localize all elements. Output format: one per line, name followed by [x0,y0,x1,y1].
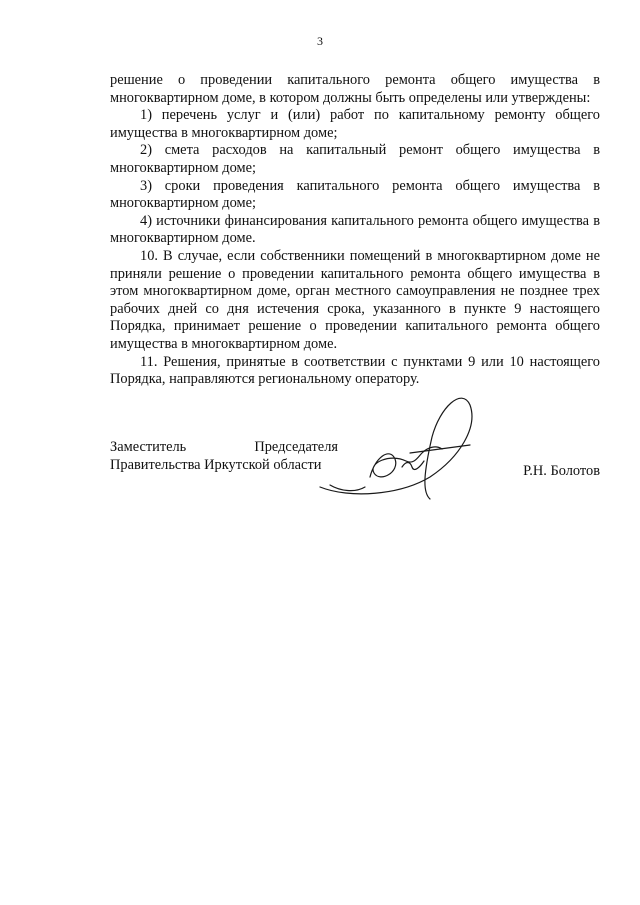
handwritten-signature [310,387,490,517]
page-number: 3 [317,34,323,48]
list-item: 4) источники финансирования капитального ремонта общего имущества в многоквартирном доме. [110,212,600,247]
list-item: 1) перечень услуг и (или) работ по капитальному ремонту общего имущества в многоквартирном доме; [110,107,600,141]
signature-block [110,439,600,509]
document-body [110,72,600,389]
signatory-title [110,439,338,457]
list-item: 3) сроки проведения капитального ремонта общего имущества в многоквартирном доме; [110,177,600,212]
signatory-name: Р.Н. Болотов [523,463,600,479]
list-item: 2) смета расходов на капитальный ремонт общего имущества в многоквартирном доме; [110,142,600,176]
paragraph: 10. В случае, если собственники помещений в многоквартирном доме не приняли решение о проведении капитального ремонта общего имущества в этом многоквартирном доме, орган местного самоуправления не позднее трех рабочих дней со дня истечения срока, указанного в пункте 9 настоящего Порядка, принимает решение о проведении капитального ремонта общего имущества в многоквартирном доме. [110,247,600,352]
signatory-title-word: Заместитель [110,439,187,455]
paragraph: 11. Решения, принятые в соответствии с пунктами 9 или 10 настоящего Порядка, направляются региональному оператору. [110,353,600,388]
signatory-title-word: Председателя [254,439,338,455]
paragraph: решение о проведении капитального ремонта общего имущества в многоквартирном доме, в котором должны быть определены или утверждены: [110,72,600,106]
signatory-organization: Правительства Иркутской области [110,456,322,473]
